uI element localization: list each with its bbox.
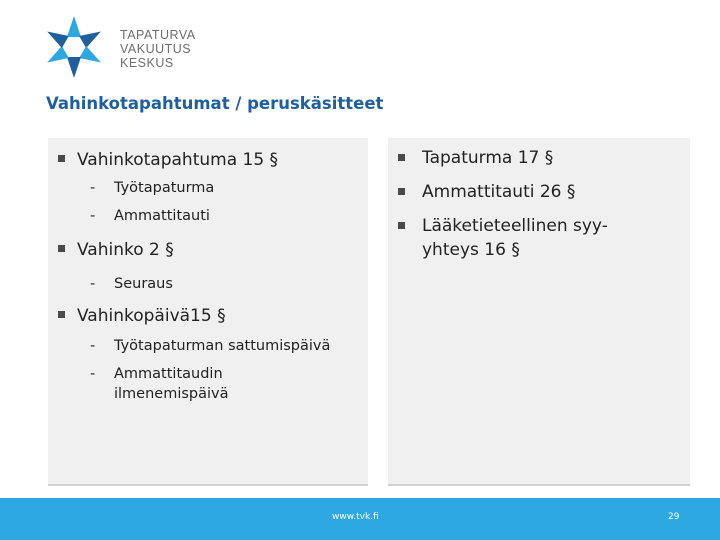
- bullet-item: [422, 146, 672, 170]
- dash-bullet-icon: -: [90, 208, 96, 224]
- dash-bullet-icon: -: [90, 366, 96, 382]
- dash-bullet-icon: -: [90, 180, 96, 196]
- dash-bullet-icon: -: [90, 338, 96, 354]
- bullet-label: Lääketieteellinen syy-yhteys 16 §: [422, 216, 608, 260]
- sub-bullet-item: [90, 178, 215, 198]
- sub-bullet-item: [90, 336, 364, 356]
- bullet-item: [58, 148, 278, 172]
- dash-bullet-icon: -: [90, 276, 96, 292]
- bullet-item: [58, 304, 226, 328]
- bullet-item: [58, 238, 174, 262]
- logo-line: VAKUUTUS: [120, 42, 192, 56]
- slide-title: Vahinkotapahtumat / peruskäsitteet: [46, 94, 384, 113]
- logo: [38, 14, 238, 80]
- sub-bullet-item: [90, 364, 274, 404]
- bullet-label: Vahinko 2 §: [77, 240, 174, 260]
- footer-url: www.tvk.fi: [332, 512, 379, 522]
- bullet-item: [422, 214, 612, 262]
- sub-bullet-label: Työtapaturman sattumispäivä: [114, 338, 331, 354]
- square-bullet-icon: [58, 155, 65, 162]
- logo-line: KESKUS: [120, 56, 174, 70]
- sub-bullet-label: Ammattitaudin ilmenemispäivä: [114, 366, 229, 402]
- right-content-panel: [388, 138, 690, 486]
- star-logo-icon: [38, 14, 110, 80]
- sub-bullet-item: [90, 274, 173, 294]
- square-bullet-icon: [398, 222, 405, 229]
- page-number: 29: [668, 512, 680, 522]
- square-bullet-icon: [398, 188, 405, 195]
- sub-bullet-item: [90, 206, 210, 226]
- bullet-item: [422, 180, 672, 204]
- sub-bullet-label: Työtapaturma: [114, 180, 215, 196]
- bullet-label: Ammattitauti 26 §: [422, 182, 576, 202]
- bullet-label: Tapaturma 17 §: [422, 148, 554, 168]
- square-bullet-icon: [58, 311, 65, 318]
- logo-text: [120, 28, 196, 70]
- bullet-label: Vahinkotapahtuma 15 §: [77, 150, 279, 170]
- square-bullet-icon: [398, 154, 405, 161]
- left-content-panel: [48, 138, 368, 486]
- square-bullet-icon: [58, 245, 65, 252]
- sub-bullet-label: Ammattitauti: [114, 208, 210, 224]
- bullet-label: Vahinkopäivä15 §: [77, 306, 226, 326]
- sub-bullet-label: Seuraus: [114, 276, 173, 292]
- logo-line: TAPATURVA: [120, 28, 196, 42]
